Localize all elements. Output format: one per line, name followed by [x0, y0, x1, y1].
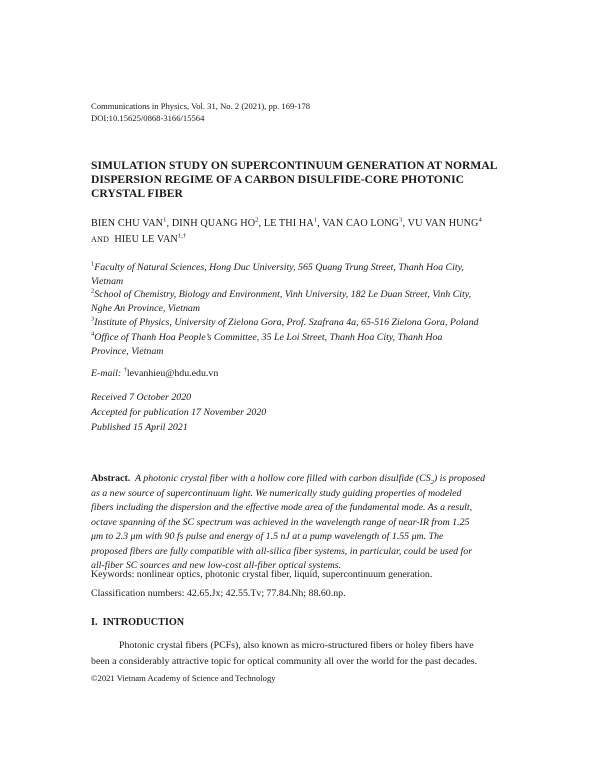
author-affiliation-mark: 3 [399, 216, 403, 224]
journal-citation: Communications in Physics, Vol. 31, No. 2 (2021), pp. 169-178 [91, 101, 311, 111]
author-name: DINH QUANG HO [171, 218, 256, 229]
author-affiliation-mark: 2 [255, 216, 259, 224]
accepted-date: Accepted for publication 17 November 2020 [91, 407, 267, 418]
copyright-footer: ©2021 Vietnam Academy of Science and Technology [91, 673, 276, 683]
affiliation-number: 1 [91, 260, 95, 268]
email-mark: † [123, 366, 127, 374]
affiliation-text: School of Chemistry, Biology and Environment, Vinh University, 182 Le Duan Street, Vinh City, [94, 289, 472, 300]
abstract-label: Abstract. [91, 473, 131, 484]
section-number: I. [91, 617, 98, 628]
author-name: VAN CAO LONG [322, 218, 400, 229]
paragraph-line: been a considerably attractive topic for optical community all over the world for the past decades. [91, 656, 478, 667]
author-line: BIEN CHU VAN$^1$, DINH QUANG $HO^2$, LE THI $HA^1$, VAN CAO LONG$^3$, VU VAN HUNG$^4$ [91, 216, 482, 229]
paragraph-text: Photonic crystal fibers (PCFs), also known as micro-structured fibers or holey fibers have [119, 640, 474, 651]
author-affiliation-mark: 1 [163, 216, 167, 224]
published-date: Published 15 April 2021 [91, 422, 188, 433]
keywords: Keywords: nonlinear optics, photonic crystal fiber, liquid, supercontinuum generation. [91, 569, 433, 580]
abstract-line: as a new source of supercontinuum light. We numerically study guiding properties of modeled [91, 487, 462, 499]
abstract-line: μm to 2.3 μm with 90 fs pulse and energy of 1.5 nJ at a pump wavelength of 1.55 μm. The [91, 531, 444, 542]
paper-title [91, 159, 521, 201]
intro-paragraph [91, 638, 521, 670]
affiliation-text: Office of Thanh Hoa People’s Committee, 35 Le Loi Street, Thanh Hoa City, Thanh Hoa [94, 332, 443, 343]
abstract-text: ) is proposed [433, 473, 486, 484]
abstract-line: proposed fibers are fully compatible with all-silica fiber systems, in particular, could be used for [91, 545, 473, 557]
doi[interactable]: DOI:10.15625/0868-3166/15564 [91, 113, 205, 123]
email-line [91, 368, 218, 379]
affiliation-text: Institute of Physics, University of Zielona Gora, Prof. Szafrana 4a, 65-516 Zielona Gora, Poland [94, 317, 479, 328]
author-list [91, 216, 521, 248]
email-label: E-mail: [91, 368, 122, 379]
abstract-text: A photonic crystal fiber with a hollow core filled with carbon disulfide (CS [134, 473, 431, 484]
section-heading [91, 617, 184, 628]
author-name: VU VAN HUNG [407, 218, 479, 229]
author-affiliation-mark: 1 [313, 216, 318, 224]
abstract-line: all-fiber SC sources and new low-cost all-fiber optical systems. [91, 560, 342, 571]
affiliation-number: 3 [91, 315, 95, 323]
author-name: BIEN CHU VAN [91, 218, 164, 229]
author-affiliation-mark: 4 [478, 216, 482, 224]
classification-numbers: Classification numbers: 42.65.Jx; 42.55.Tv; 77.84.Nh; 88.60.np. [91, 588, 346, 599]
abstract [91, 472, 521, 574]
affiliation-text: Vietnam [91, 276, 124, 287]
received-date: Received 7 October 2020 [91, 392, 192, 403]
author-name: LE THI HA [263, 218, 314, 229]
affiliation [91, 316, 519, 330]
affiliation-text: Faculty of Natural Sciences, Hong Duc University, 565 Quang Trung Street, Thanh Hoa City, [94, 262, 464, 273]
affiliation [91, 261, 519, 289]
author-affiliation-mark: 1,† [177, 232, 187, 240]
section-title: INTRODUCTION [102, 617, 185, 628]
affiliation [91, 331, 519, 359]
title-line: CRYSTAL FIBER [91, 187, 183, 200]
publication-dates [91, 390, 266, 435]
email-address[interactable]: levanhieu@hdu.edu.vn [126, 368, 219, 379]
affiliation-number: 4 [91, 330, 95, 338]
subscript: 2 [430, 478, 434, 486]
title-line: SIMULATION STUDY ON SUPERCONTINUUM GENERATION AT NORMAL [91, 159, 498, 172]
affiliation-text: Province, Vietnam [91, 346, 164, 357]
abstract-line: octave spanning of the SC spectrum was achieved in the wavelength range of near-IR from 1.25 [91, 516, 470, 528]
author-line [91, 232, 521, 248]
affiliation-number: 2 [91, 287, 95, 295]
affiliation [91, 288, 519, 316]
paragraph-line [91, 638, 521, 654]
affiliation-text: Nghe An Province, Vietnam [91, 303, 200, 314]
abstract-line [91, 472, 521, 487]
author-conjunction: AND [91, 235, 110, 244]
title-line: DISPERSION REGIME OF A CARBON DISULFIDE-CORE PHOTONIC [91, 173, 464, 186]
abstract-line: fibers including the dispersion and the effective mode area of the fundamental mode. As a result, [91, 502, 473, 513]
author-name: HIEU LE VAN [114, 234, 178, 245]
